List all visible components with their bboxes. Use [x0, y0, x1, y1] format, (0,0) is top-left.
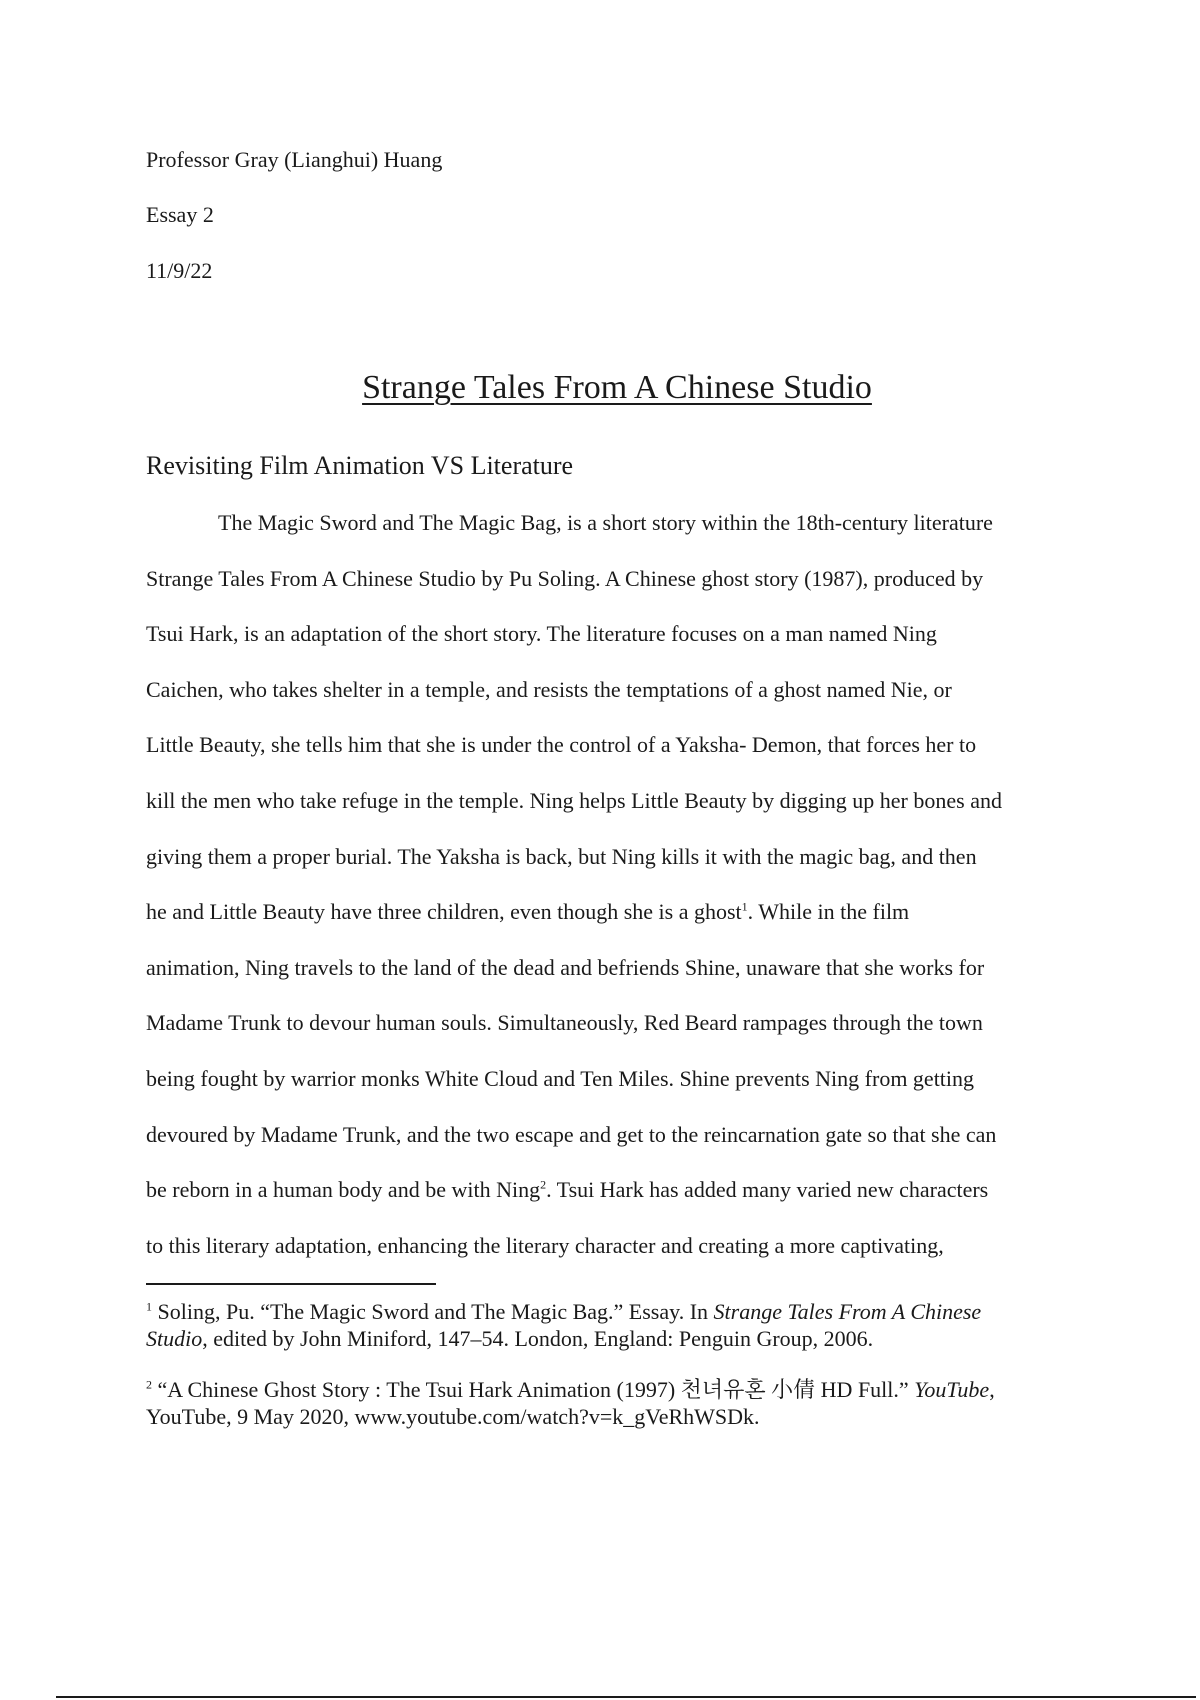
footnote-line[interactable]: YouTube, 9 May 2020, www.youtube.com/watch?v=k_gVeRhWSDk.	[146, 1404, 760, 1429]
body-line: to this literary adaptation, enhancing the literary character and creating a more captivating,	[146, 1232, 944, 1258]
body-line: devoured by Madame Trunk, and the two escape and get to the reincarnation gate so that she can	[146, 1121, 997, 1147]
footnote-line	[146, 1298, 1096, 1325]
body-line: giving them a proper burial. The Yaksha is back, but Ning kills it with the magic bag, and then	[146, 843, 977, 869]
footnote-text: “A Chinese Ghost Story : The Tsui Hark Animation (1997) 천녀유혼 小倩 HD Full.”	[152, 1377, 915, 1402]
footnote-text: Soling, Pu. “The Magic Sword and The Magic Bag.” Essay. In	[152, 1299, 714, 1324]
body-line	[146, 1176, 1086, 1232]
page-bottom-rule	[56, 1696, 1196, 1698]
body-line: Caichen, who takes shelter in a temple, and resists the temptations of a ghost named Nie, or	[146, 676, 952, 702]
page-subtitle: Revisiting Film Animation VS Literature	[146, 451, 574, 480]
footnote-separator	[146, 1283, 436, 1285]
body-line: Little Beauty, she tells him that she is under the control of a Yaksha- Demon, that forces her to	[146, 732, 977, 758]
header-professor: Professor Gray (Lianghui) Huang	[146, 147, 443, 172]
footnote-source: YouTube	[914, 1377, 990, 1402]
header-essay: Essay 2	[146, 202, 214, 227]
footnote-line	[146, 1325, 1096, 1352]
body-line: kill the men who take refuge in the temple. Ning helps Little Beauty by digging up her bones and	[146, 787, 1002, 813]
body-line: Tsui Hark, is an adaptation of the short story. The literature focuses on a man named Ning	[146, 621, 937, 647]
body-line: The Magic Sword and The Magic Bag, is a short story within the 18th-century literature	[218, 510, 993, 535]
footnote-text: , edited by John Miniford, 147–54. London, England: Penguin Group, 2006.	[202, 1326, 874, 1351]
body-line: Strange Tales From A Chinese Studio by Pu Soling. A Chinese ghost story (1987), produced by	[146, 565, 984, 591]
footnote-2	[146, 1376, 1096, 1430]
footnote-book-title: Strange Tales From A Chinese	[713, 1299, 982, 1324]
body-line-text: he and Little Beauty have three children, even though she is a ghost	[146, 899, 742, 925]
footnote-1	[146, 1298, 1096, 1352]
body-line: animation, Ning travels to the land of the dead and befriends Shine, unaware that she works for	[146, 954, 985, 980]
footnote-text: ,	[989, 1377, 995, 1402]
footnote-marker: 2	[146, 1377, 152, 1392]
body-line: being fought by warrior monks White Cloud and Ten Miles. Shine prevents Ning from getting	[146, 1065, 975, 1091]
body-line-text: be reborn in a human body and be with Ning	[146, 1177, 541, 1203]
body-line: Madame Trunk to devour human souls. Simultaneously, Red Beard rampages through the town	[146, 1010, 983, 1036]
footnote-ref-2[interactable]: 2	[540, 1177, 547, 1192]
page-title: Strange Tales From A Chinese Studio	[362, 369, 872, 406]
body-line-text: . Tsui Hark has added many varied new characters	[546, 1177, 989, 1203]
footnote-line	[146, 1376, 1096, 1403]
body-line-text: . While in the film	[747, 899, 910, 925]
footnote-book-title: Studio	[146, 1326, 203, 1351]
footnote-ref-1[interactable]: 1	[741, 899, 748, 914]
header-date: 11/9/22	[146, 258, 213, 283]
body-paragraph	[146, 509, 1086, 1287]
body-line	[146, 898, 1086, 954]
footnote-marker: 1	[146, 1299, 152, 1314]
